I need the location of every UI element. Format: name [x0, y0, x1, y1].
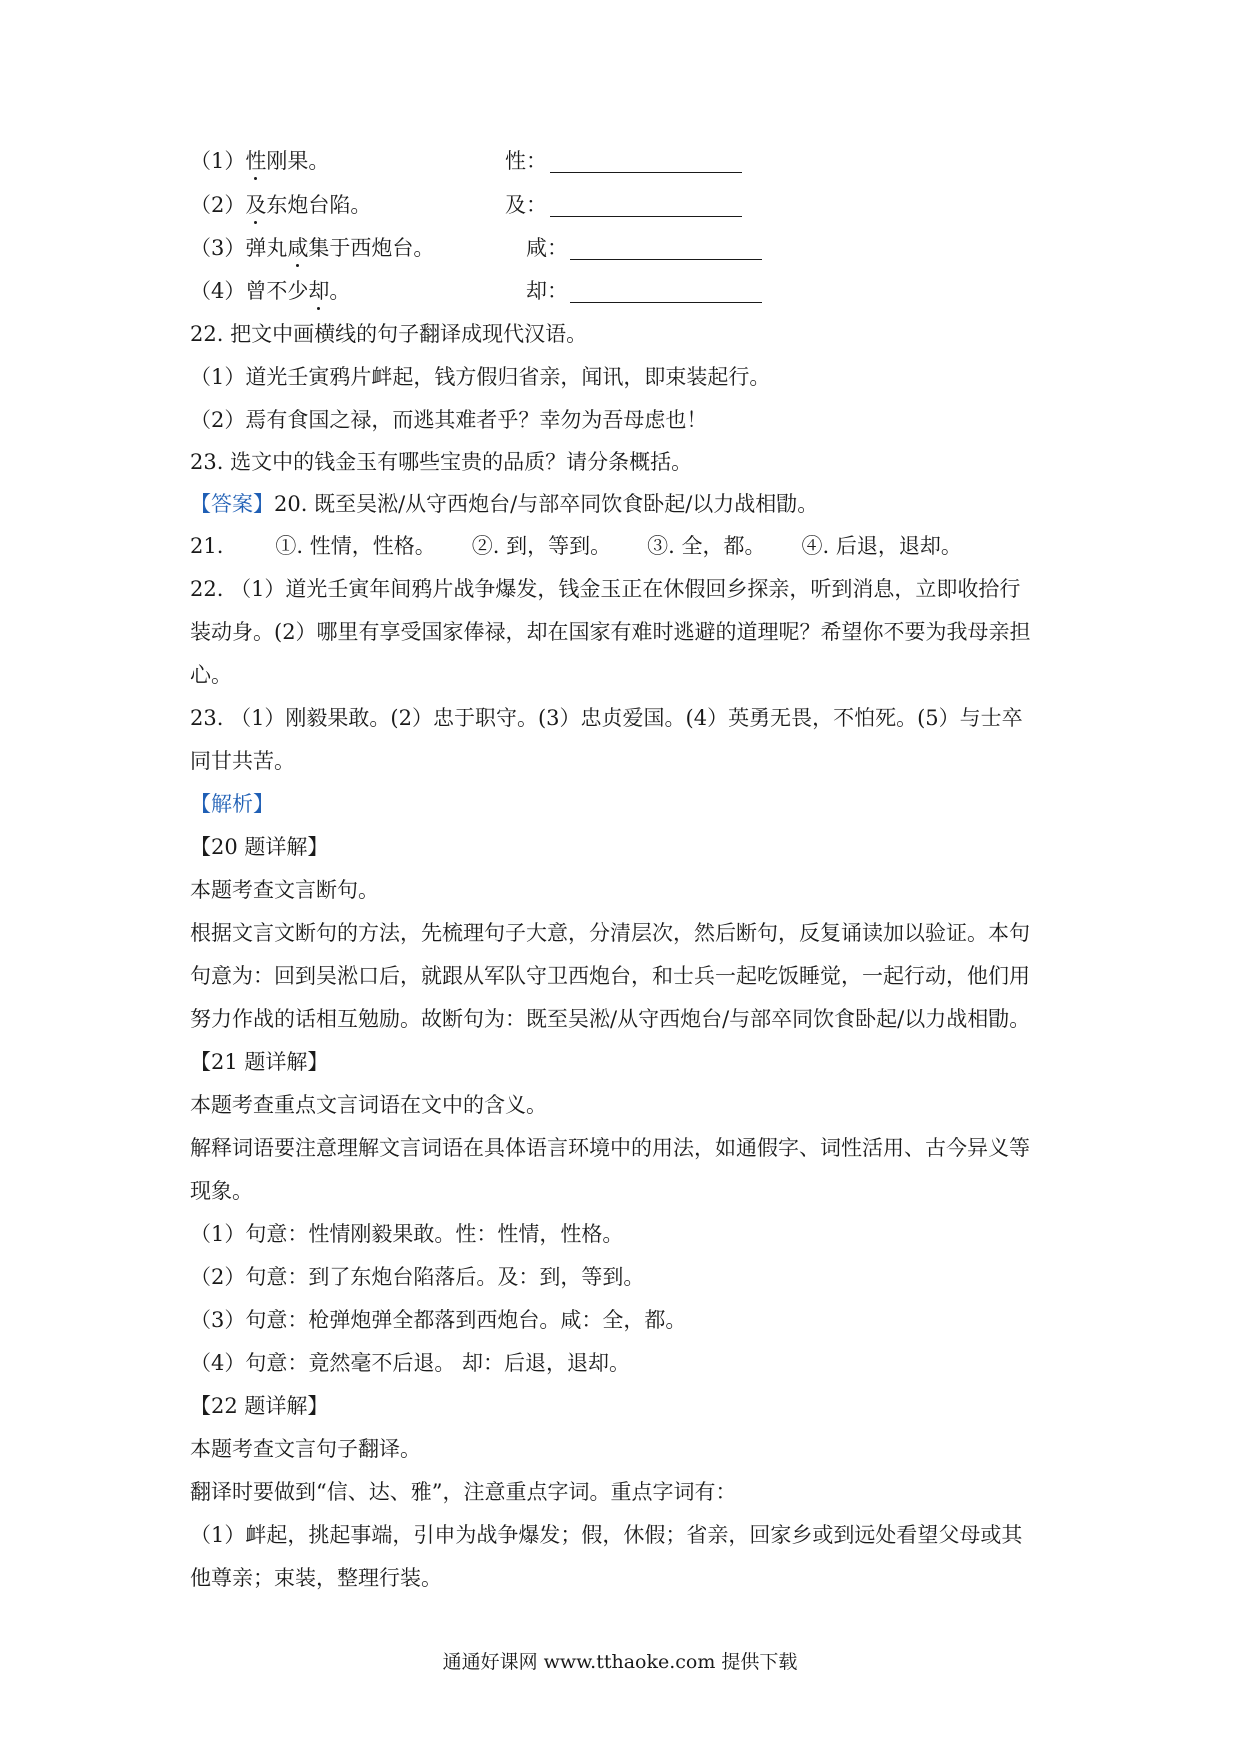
analysis-20-line-4: 努力作战的话相互勉励。故断句为：既至吴淞/从守西炮台/与部卒同饮食卧起/以力战相勖。 [190, 1007, 1031, 1031]
analysis-21-line-3: 现象。 [190, 1179, 253, 1203]
q21-label-2: 及： [505, 193, 547, 217]
analysis-tag: 【解析】 [190, 792, 274, 816]
q23-prompt: 23. 选文中的钱金玉有哪些宝贵的品质？请分条概括。 [190, 450, 693, 474]
answer-23-line-2: 同甘共苦。 [190, 749, 295, 773]
analysis-22-line-1: 本题考查文言句子翻译。 [190, 1437, 421, 1461]
answer-tag: 【答案】 [190, 492, 274, 516]
q21-label-4: 却： [526, 279, 568, 303]
analysis-21-line-5: （2）句意：到了东炮台陷落后。及：到，等到。 [190, 1265, 645, 1289]
answer-22-line-1: 22. （1）道光壬寅年间鸦片战争爆发，钱金玉正在休假回乡探亲，听到消息，立即收拾行 [190, 577, 1021, 601]
analysis-21-line-1: 本题考查重点文言词语在文中的含义。 [190, 1093, 547, 1117]
q22-sentence-2: （2）焉有食国之禄，而逃其难者乎？幸勿为吾母虑也！ [190, 408, 708, 432]
q21-item-3: （3）弹丸咸集于西炮台。 [190, 233, 434, 263]
analysis-22-line-4: 他尊亲；束装，整理行装。 [190, 1566, 442, 1590]
answer-20: 【答案】20. 既至吴淞/从守西炮台/与部卒同饮食卧起/以力战相勖。 [190, 492, 819, 516]
heading-20: 【20 题详解】 [190, 835, 329, 859]
answer-23-line-1: 23. （1）刚毅果敢。(2）忠于职守。(3）忠贞爱国。(4）英勇无畏，不怕死。(5）与士卒 [190, 706, 1023, 730]
q22-sentence-1: （1）道光壬寅鸦片衅起，钱方假归省亲，闻讯，即束装起行。 [190, 365, 771, 389]
q22-prompt: 22. 把文中画横线的句子翻译成现代汉语。 [190, 322, 588, 346]
analysis-21-line-4: （1）句意：性情刚毅果敢。性：性情，性格。 [190, 1222, 624, 1246]
analysis-20-line-1: 本题考查文言断句。 [190, 878, 379, 902]
analysis-21-line-7: （4）句意：竟然毫不后退。 却：后退，退却。 [190, 1351, 631, 1375]
q21-item-2: （2）及东炮台陷。 [190, 190, 371, 220]
q21-item-4: （4）曾不少却。 [190, 276, 350, 306]
answer-22-line-3: 心。 [190, 663, 232, 687]
footer-download-note: 通通好课网 www.tthaoke.com 提供下载 [442, 1651, 798, 1673]
analysis-20-line-3: 句意为：回到吴淞口后，就跟从军队守卫西炮台，和士兵一起吃饭睡觉，一起行动，他们用 [190, 964, 1030, 988]
q21-label-3: 咸： [526, 236, 568, 260]
q21-label-1: 性： [505, 149, 547, 173]
answer-blank-2[interactable] [550, 216, 742, 217]
q21-item-1: （1）性刚果。 [190, 146, 329, 176]
answer-blank-4[interactable] [570, 302, 762, 303]
analysis-20-line-2: 根据文言文断句的方法，先梳理句子大意，分清层次，然后断句，反复诵读加以验证。本句 [190, 921, 1030, 945]
answer-blank-1[interactable] [550, 172, 742, 173]
heading-21: 【21 题详解】 [190, 1050, 329, 1074]
analysis-22-line-3: （1）衅起，挑起事端，引申为战争爆发；假，休假；省亲，回家乡或到远处看望父母或其 [190, 1523, 1023, 1547]
answer-blank-3[interactable] [570, 259, 762, 260]
answer-21: 21. ①. 性情，性格。 ②. 到，等到。 ③. 全，都。 ④. 后退，退却。 [190, 534, 962, 558]
heading-22: 【22 题详解】 [190, 1394, 329, 1418]
answer-22-line-2: 装动身。(2）哪里有享受国家俸禄，却在国家有难时逃避的道理呢？希望你不要为我母亲担 [190, 620, 1031, 644]
analysis-21-line-6: （3）句意：枪弹炮弹全都落到西炮台。咸：全，都。 [190, 1308, 687, 1332]
analysis-21-line-2: 解释词语要注意理解文言词语在具体语言环境中的用法，如通假字、词性活用、古今异义等 [190, 1136, 1030, 1160]
analysis-22-line-2: 翻译时要做到“信、达、雅”，注意重点字词。重点字词有： [190, 1480, 737, 1504]
